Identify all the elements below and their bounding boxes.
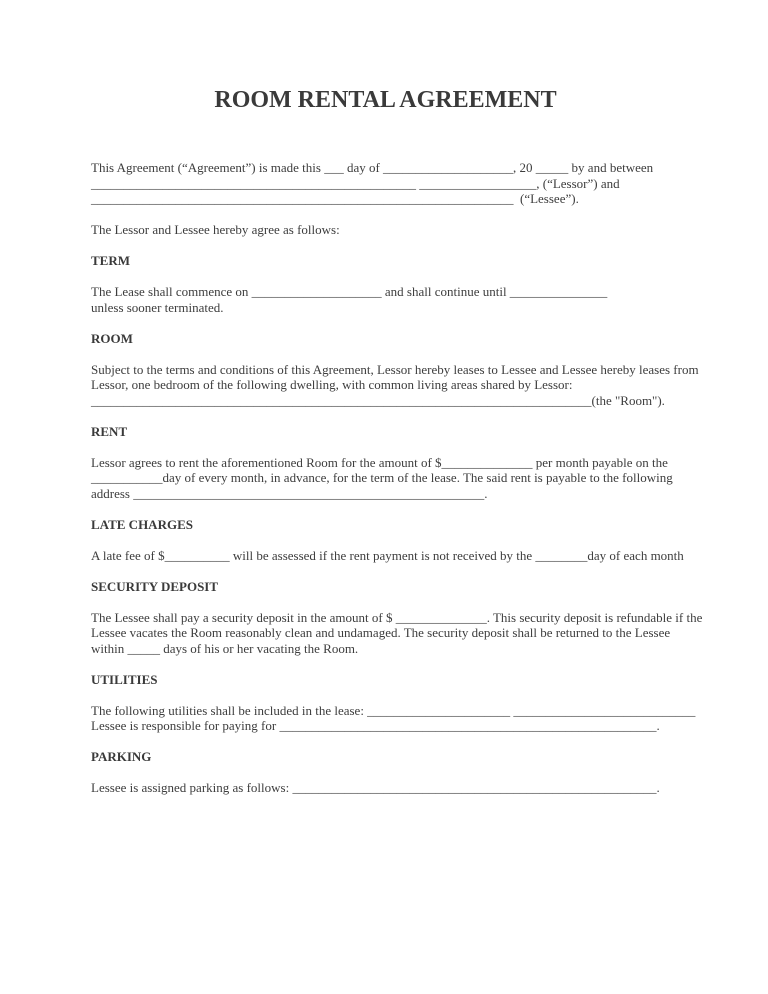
text-line: _________________________________________________________________ (“Lessee”). <box>91 191 579 206</box>
section-heading-utilities: UTILITIES <box>91 671 158 687</box>
section-heading-rent: RENT <box>91 423 128 439</box>
text-line: Lessor agrees to rent the aforementioned Room for the amount of $______________ per month payable on the <box>91 454 668 470</box>
text-line: Lessor, one bedroom of the following dwelling, with common living areas shared by Lessor: <box>91 377 573 392</box>
text-line: Lessee is assigned parking as follows: ________________________________________________________. <box>91 780 660 795</box>
document-section <box>91 253 680 315</box>
agreement-lead <box>91 222 680 238</box>
text-line: unless sooner terminated. <box>91 299 224 315</box>
document-section <box>91 578 703 657</box>
text-line: This Agreement (“Agreement”) is made this ___ day of ____________________, 20 _____ by and between <box>91 160 654 175</box>
section-heading-late-charges: LATE CHARGES <box>91 516 193 532</box>
document-section <box>91 424 680 502</box>
section-body-late-charges <box>91 547 684 564</box>
section-body-rent <box>91 455 680 502</box>
section-body-term <box>91 284 680 315</box>
text-line: ___________day of every month, in advance, for the term of the lease. The said rent is payable to the following <box>91 470 673 485</box>
document-section <box>91 749 680 796</box>
document-section <box>91 516 684 564</box>
intro-paragraph <box>91 160 680 207</box>
section-body-parking <box>91 780 680 796</box>
text-line: _____________________________________________________________________________(the "Room"). <box>91 392 665 408</box>
section-body-room <box>91 361 699 409</box>
section-body-security-deposit <box>91 609 703 657</box>
text-line: A late fee of $__________ will be assessed if the rent payment is not received by the ________day of each month <box>91 547 684 563</box>
document-title: ROOM RENTAL AGREEMENT <box>214 87 557 113</box>
section-heading-term: TERM <box>91 253 130 268</box>
text-line: Lessee is responsible for paying for __________________________________________________________. <box>91 718 660 733</box>
text-line: Lessee vacates the Room reasonably clean and undamaged. The security deposit shall be returned to the Lessee <box>91 625 671 640</box>
text-line: within _____ days of his or her vacating the Room. <box>91 640 359 656</box>
section-heading-security-deposit: SECURITY DEPOSIT <box>91 578 219 594</box>
section-body-utilities <box>91 702 696 734</box>
text-line: address ______________________________________________________. <box>91 485 488 501</box>
text-line: __________________________________________________ __________________, (“Lessor”) and <box>91 175 620 191</box>
text-line: Subject to the terms and conditions of this Agreement, Lessor hereby leases to Lessee and Lessee hereby leases from <box>91 361 699 377</box>
text-line: The Lessee shall pay a security deposit in the amount of $ ______________. This security deposit is refundable if the <box>91 609 703 625</box>
section-heading-room: ROOM <box>91 330 133 346</box>
text-line: The Lease shall commence on ____________________ and shall continue until _______________ <box>91 284 608 299</box>
document-section <box>91 671 696 734</box>
text-line: The following utilities shall be included in the lease: ______________________ ____________________________ <box>91 702 696 718</box>
section-heading-parking: PARKING <box>91 749 152 764</box>
sections-container <box>91 253 703 796</box>
document-section <box>91 330 699 409</box>
text-line: The Lessor and Lessee hereby agree as follows: <box>91 222 340 237</box>
